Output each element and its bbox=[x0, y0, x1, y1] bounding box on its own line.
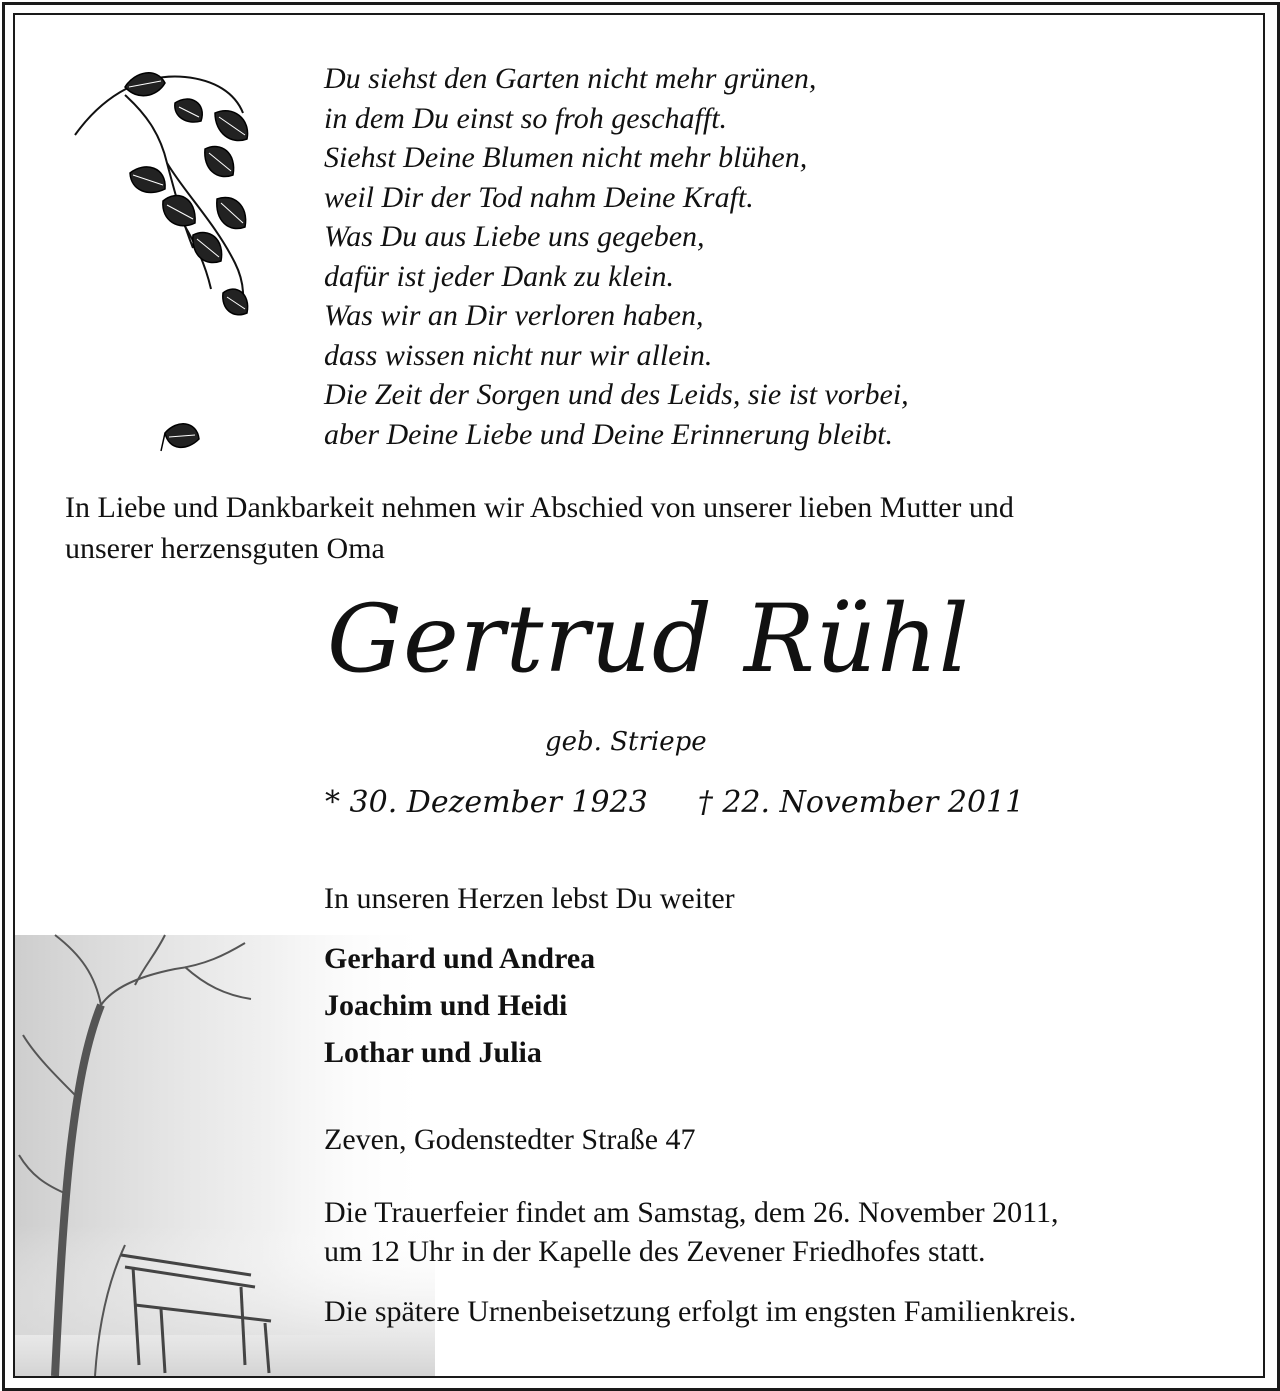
poem-line: Die Zeit der Sorgen und des Leids, sie ist vorbei, bbox=[324, 378, 909, 411]
birth-name: geb. Striepe bbox=[545, 727, 707, 757]
poem-line: Was wir an Dir verloren haben, bbox=[324, 299, 704, 332]
poem-line: Was Du aus Liebe uns gegeben, bbox=[324, 220, 705, 253]
poem-line: Du siehst den Garten nicht mehr grünen, bbox=[324, 62, 817, 95]
address: Zeven, Godenstedter Straße 47 bbox=[324, 1123, 696, 1156]
life-dates bbox=[325, 785, 1024, 820]
obituary-card bbox=[13, 13, 1265, 1378]
family-member: Lothar und Julia bbox=[324, 1036, 542, 1069]
family-list bbox=[324, 935, 595, 1076]
poem bbox=[324, 59, 909, 454]
intro-line: unserer herzensguten Oma bbox=[65, 532, 385, 565]
death-date: † 22. November 2011 bbox=[697, 785, 1025, 820]
family-member: Joachim und Heidi bbox=[324, 989, 568, 1022]
family-member: Gerhard und Andrea bbox=[324, 942, 596, 975]
poem-line: dass wissen nicht nur wir allein. bbox=[324, 338, 713, 372]
service-line: Die Trauerfeier findet am Samstag, dem 26. November 2011, bbox=[324, 1196, 1059, 1229]
birth-date: * 30. Dezember 1923 bbox=[325, 785, 648, 820]
birch-branch-illustration bbox=[65, 53, 275, 483]
deceased-name: Gertrud Rühl bbox=[327, 585, 970, 694]
poem-line: Siehst Deine Blumen nicht mehr blühen, bbox=[324, 141, 808, 174]
poem-line: weil Dir der Tod nahm Deine Kraft. bbox=[324, 180, 754, 214]
poem-line: aber Deine Liebe und Deine Erinnerung bleibt. bbox=[324, 417, 894, 451]
intro-line: In Liebe und Dankbarkeit nehmen wir Abschied von unserer lieben Mutter und bbox=[65, 491, 1014, 524]
funeral-service-info bbox=[324, 1193, 1059, 1271]
remembrance-line: In unseren Herzen lebst Du weiter bbox=[324, 882, 735, 915]
urn-burial-info: Die spätere Urnenbeisetzung erfolgt im engsten Familienkreis. bbox=[324, 1295, 1077, 1328]
poem-line: dafür ist jeder Dank zu klein. bbox=[324, 259, 674, 293]
service-line: um 12 Uhr in der Kapelle des Zevener Friedhofes statt. bbox=[324, 1235, 986, 1268]
farewell-intro bbox=[65, 487, 1235, 569]
poem-line: in dem Du einst so froh geschafft. bbox=[324, 101, 728, 135]
